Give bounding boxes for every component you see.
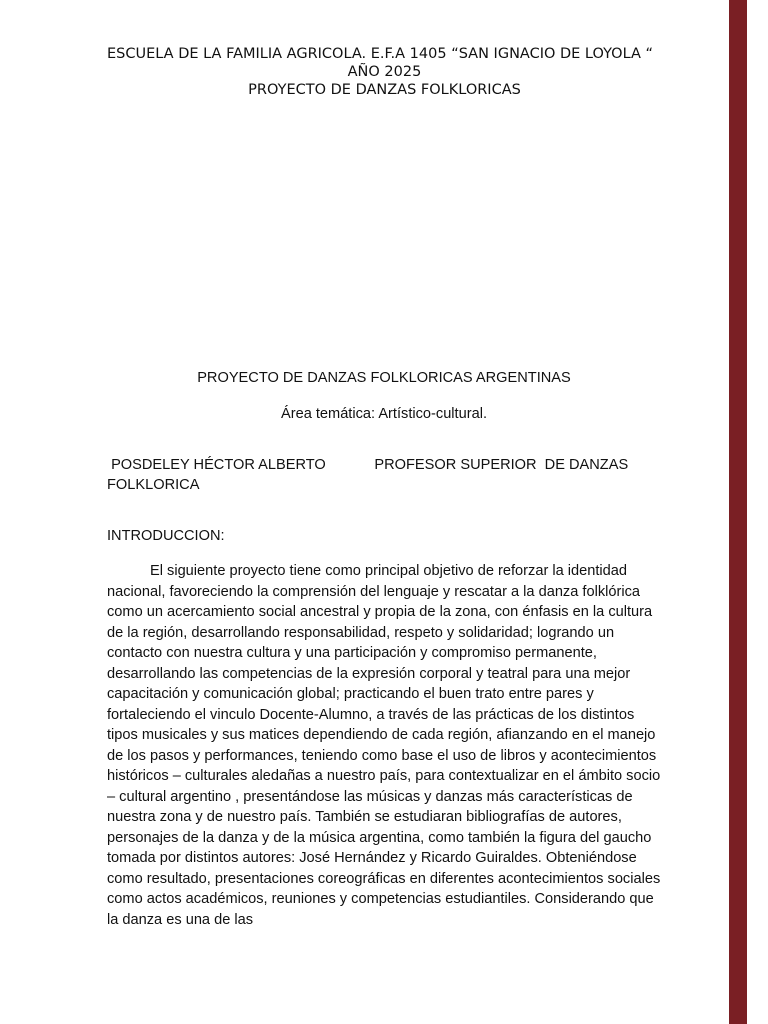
document-header [107,45,667,99]
decorative-side-bar [729,0,747,1024]
introduction-heading: INTRODUCCION: [107,528,225,544]
header-year: AÑO 2025 [347,64,422,80]
author-line: POSDELEY HÉCTOR ALBERTO PROFESOR SUPERIOR DE DANZAS FOLKLORICA [107,457,633,493]
introduction-paragraph: El siguiente proyecto tiene como principal objetivo de reforzar la identidad nacional, favoreciendo la comprensión del lenguaje y rescatar a la danza folklórica como un acercamiento social ancestral y propia de la zona, con énfasis en la cultura de la región, desarrollando responsabilidad, respeto y solidaridad; logrando un contacto con nuestra cultura y una participación y compromiso permanente, desarrollando las competencias de la expresión corporal y teatral para una mejor capacitación y comunicación global; practicando el buen trato entre pares y fortaleciendo el vinculo Docente-Alumno, a través de las prácticas de los distintos tipos musicales y sus matices dependiendo de cada región, afianzando en el manejo de los pasos y performances, teniendo como base el uso de libros y acontecimientos históricos – culturales aledañas a nuestro país, para contextualizar en el ámbito socio – cultural argentino , presentándose las músicas y danzas más características de nuestra zona y de nuestro país. También se estudiaran bibliografías de autores, personajes de la danza y de la música argentina, como también la figura del gaucho tomada por distintos autores: José Hernández y Ricardo Guiraldes. Obteniéndose como resultado, presentaciones coreográficas en diferentes acontecimientos sociales como actos académicos, reuniones y competencias estudiantiles. Considerando que la danza es una de las [107,563,661,928]
school-name: ESCUELA DE LA FAMILIA AGRICOLA. E.F.A 1405 “SAN IGNACIO DE LOYOLA “ [107,46,654,62]
header-project: PROYECTO DE DANZAS FOLKLORICAS [248,82,521,98]
project-title: PROYECTO DE DANZAS FOLKLORICAS ARGENTINAS [197,370,571,386]
theme-area: Área temática: Artístico-cultural. [280,406,487,422]
